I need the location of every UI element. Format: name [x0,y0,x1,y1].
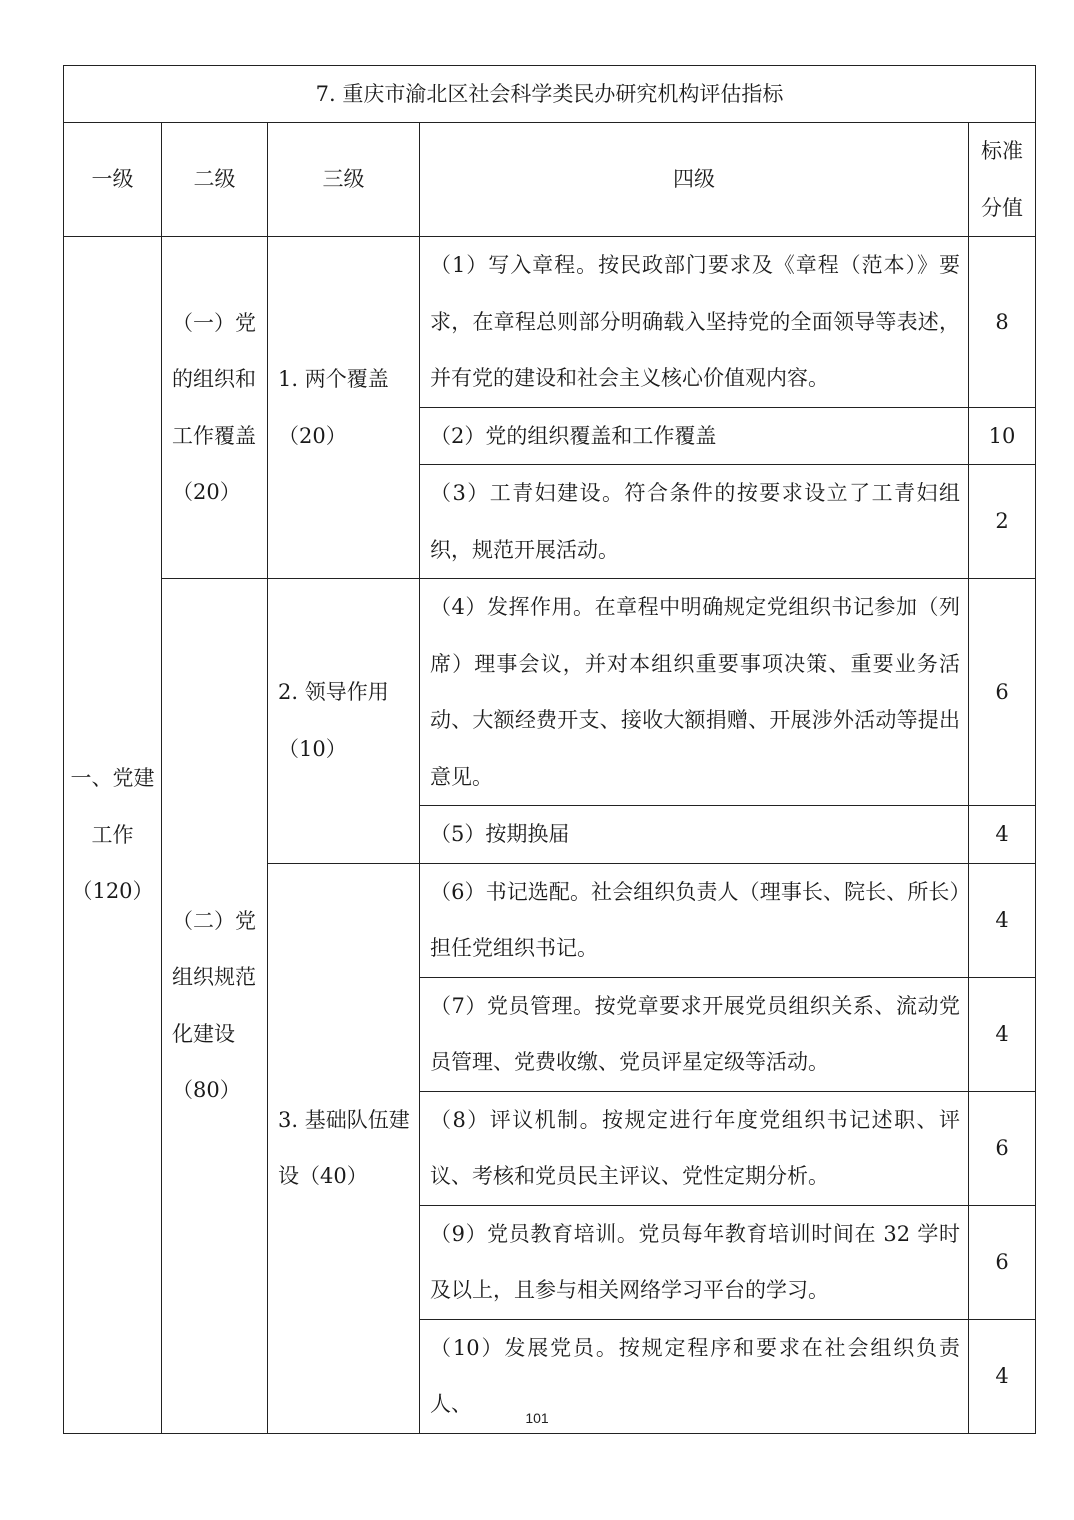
level3-basic-team [268,863,420,1433]
level3-score: （10） [278,736,347,761]
item-text: （10）发展党员。按规定程序和要求在社会组织负责人、 [420,1319,969,1433]
item-text: （2）党的组织覆盖和工作覆盖 [420,407,969,465]
header-score [969,123,1036,237]
level3-name: 2. 领导作用 [278,680,389,705]
level1-party-building [64,237,162,1434]
level3-name: 1. 两个覆盖 [278,367,389,391]
table-title: 7. 重庆市渝北区社会科学类民办研究机构评估指标 [64,66,1036,123]
item-score: 4 [969,977,1036,1091]
header-level4: 四级 [420,123,969,237]
item-score: 6 [969,1205,1036,1319]
header-score-line1: 标准 [981,139,1024,163]
level2-name-line3: 工作覆盖 [172,423,256,448]
item-score: 10 [969,407,1036,465]
level3-leadership [268,579,420,864]
item-score: 4 [969,1319,1036,1433]
level1-name-line1: 一、党建 [70,766,155,790]
header-score-line2: 分值 [981,195,1024,220]
item-text: （1）写入章程。按民政部门要求及《章程（范本）》要求，在章程总则部分明确载入坚持党的全面领导等表述，并有党的建设和社会主义核心价值观内容。 [420,237,969,408]
page-number: 101 [525,1410,549,1426]
item-text: （9）党员教育培训。党员每年教育培训时间在 32 学时及以上，且参与相关网络学习平台的学习。 [420,1205,969,1319]
item-score: 2 [969,465,1036,579]
level2-score: （80） [172,1078,241,1103]
header-level3: 三级 [268,123,420,237]
evaluation-index-table [63,65,1036,1434]
item-score: 6 [969,1091,1036,1205]
level2-name-line3: 化建设 [172,1021,235,1046]
level3-name-line1: 3. 基础队伍建 [278,1107,410,1132]
item-text: （6）书记选配。社会组织负责人（理事长、院长、所长）担任党组织书记。 [420,863,969,977]
item-text: （7）党员管理。按党章要求开展党员组织关系、流动党员管理、党费收缴、党员评星定级等活动。 [420,977,969,1091]
level3-two-coverages [268,237,420,579]
item-score: 6 [969,579,1036,806]
item-score: 4 [969,863,1036,977]
level2-coverage [162,237,268,579]
level2-score: （20） [172,480,241,504]
item-text: （5）按期换届 [420,806,969,864]
level1-name-line2: 工作 [91,822,134,847]
level3-name-line2: 设（40） [278,1164,368,1188]
item-text: （3）工青妇建设。符合条件的按要求设立了工青妇组织，规范开展活动。 [420,465,969,579]
level2-name-line1: （一）党 [172,310,256,335]
level2-name-line2: 组织规范 [172,965,256,990]
item-text: （4）发挥作用。在章程中明确规定党组织书记参加（列席）理事会议，并对本组织重要事项决策、重要业务活动、大额经费开支、接收大额捐赠、开展涉外活动等提出意见。 [420,579,969,806]
header-level1: 一级 [64,123,162,237]
item-score: 8 [969,237,1036,408]
item-score: 4 [969,806,1036,864]
level2-standardization [162,579,268,1434]
header-level2: 二级 [162,123,268,237]
level3-score: （20） [278,423,347,448]
item-text: （8）评议机制。按规定进行年度党组织书记述职、评议、考核和党员民主评议、党性定期分析。 [420,1091,969,1205]
level2-name-line1: （二）党 [172,908,256,933]
level1-score: （120） [71,879,154,903]
level2-name-line2: 的组织和 [172,367,256,391]
